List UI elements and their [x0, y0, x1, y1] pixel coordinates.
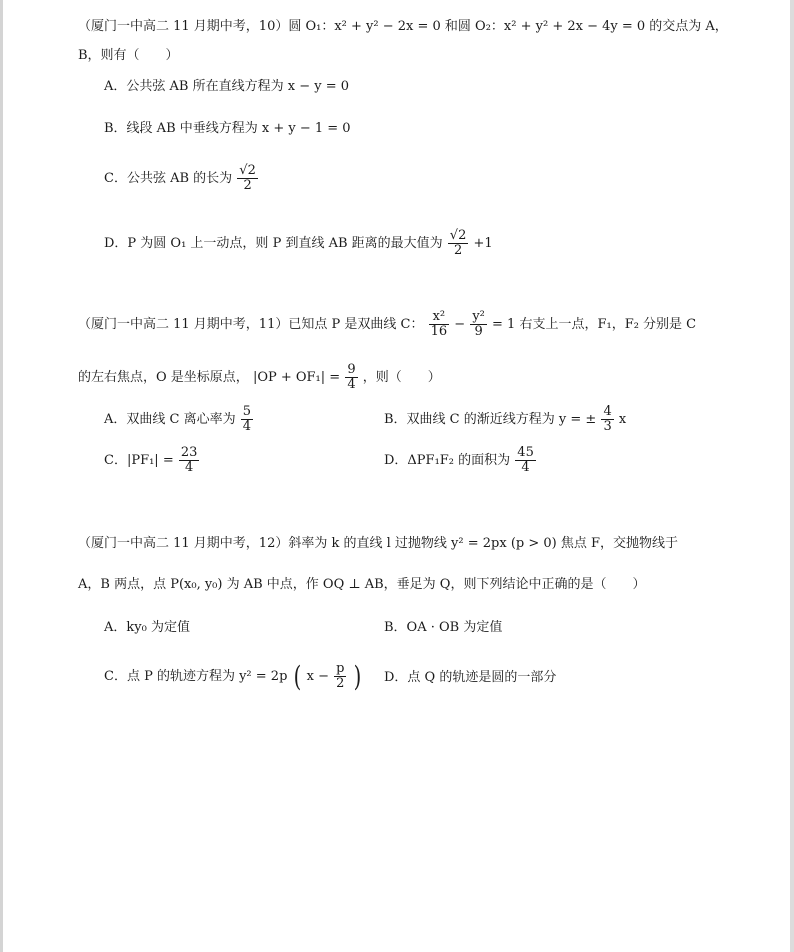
q11-b-denominator: 3 — [603, 419, 612, 434]
q12-c-numerator: p — [336, 661, 345, 676]
q11-d-numerator: 45 — [517, 445, 534, 460]
q11-option-d-text: D．ΔPF₁F₂ 的面积为 — [384, 453, 511, 468]
page-left-edge — [0, 0, 3, 952]
q12-option-c-inner: x − — [306, 669, 329, 684]
q11-option-a-text: A．双曲线 C 离心率为 — [104, 412, 236, 427]
q11-f2-numerator: y² — [472, 309, 485, 324]
q10-option-c-text: C．公共弦 AB 的长为 — [104, 171, 233, 186]
q10-c-numerator: √2 — [239, 163, 256, 178]
q11-option-b-text: B．双曲线 C 的渐近线方程为 y = ± — [384, 412, 597, 427]
q11-stem2-prefix: 的左右焦点，O 是坐标原点， — [78, 370, 249, 385]
q10-option-b: B．线段 AB 中垂线方程为 x + y − 1 = 0 — [104, 121, 351, 136]
q11-c-denominator: 4 — [184, 460, 194, 475]
q12-option-d: D．点 Q 的轨迹是圆的一部分 — [384, 670, 557, 685]
q12-stem-line1: （厦门一中高二 11 月期中考，12）斜率为 k 的直线 l 过抛物线 y² = 2px (p > 0) 焦点 F，交抛物线于 — [78, 536, 678, 551]
q12-option-b: B．OA · OB 为定值 — [384, 620, 503, 635]
q11-d-denominator: 4 — [521, 460, 530, 475]
q10-option-d-tail: +1 — [473, 236, 493, 251]
q10-option-a: A．公共弦 AB 所在直线方程为 x − y = 0 — [104, 79, 349, 94]
q10-option-d-fraction — [448, 229, 469, 258]
q11-vector-expression: |OP + OF₁| = — [252, 370, 341, 385]
q11-a-denominator: 4 — [242, 419, 252, 434]
q11-option-d — [384, 446, 537, 475]
q10-option-d-text: D．P 为圆 O₁ 上一动点，则 P 到直线 AB 距离的最大值为 — [104, 236, 443, 251]
q12-stem-line2: A，B 两点，点 P(x₀, y₀) 为 AB 中点，作 OQ ⊥ AB，垂足为 Q，则下列结论中正确的是（ ） — [78, 577, 646, 592]
q11-f1-denominator: 16 — [430, 324, 448, 339]
q10-d-denominator: 2 — [453, 243, 463, 258]
q11-stem-line1 — [78, 310, 696, 339]
q11-f2-denominator: 9 — [474, 324, 483, 339]
q11-option-c-text: C．|PF₁| = — [104, 453, 174, 468]
right-paren-glyph: ) — [353, 659, 361, 693]
q11-fraction-x — [429, 310, 450, 339]
q11-stem-prefix: （厦门一中高二 11 月期中考，11）已知点 P 是双曲线 C： — [78, 317, 424, 332]
q11-option-b-tail: x — [618, 412, 627, 427]
q12-option-a: A．ky₀ 为定值 — [104, 620, 190, 635]
q11-stem-line2 — [78, 363, 441, 392]
q11-option-b-fraction — [601, 405, 613, 434]
q12-option-c-fraction — [334, 662, 346, 691]
q11-option-b — [384, 405, 626, 434]
q11-a-numerator: 5 — [242, 404, 252, 419]
q11-option-c — [104, 446, 200, 475]
q12-option-c — [104, 659, 363, 693]
q11-f3-numerator: 9 — [347, 362, 356, 377]
q10-option-c — [104, 164, 259, 193]
q11-fraction-9-4 — [345, 363, 357, 392]
q11-option-a-fraction — [241, 405, 253, 434]
q11-f1-numerator: x² — [429, 310, 450, 325]
q10-stem-line1: （厦门一中高二 11 月期中考，10）圆 O₁：x² + y² − 2x = 0 和圆 O₂：x² + y² + 2x − 4y = 0 的交点为 A， — [78, 19, 728, 34]
q11-option-c-fraction — [179, 446, 200, 475]
q11-c-numerator: 23 — [180, 445, 198, 460]
q11-f3-denominator: 4 — [347, 377, 356, 392]
left-paren-glyph: ( — [293, 659, 301, 693]
q12-c-denominator: 2 — [336, 676, 345, 691]
q11-option-a — [104, 405, 254, 434]
q10-option-c-fraction — [237, 164, 258, 193]
q10-stem-line2: B，则有（ ） — [78, 48, 179, 63]
q11-minus: − — [454, 317, 466, 332]
q11-stem-suffix: = 1 右支上一点，F₁，F₂ 分别是 C — [492, 317, 697, 332]
q10-c-denominator: 2 — [243, 178, 252, 193]
q11-option-d-fraction — [515, 446, 536, 475]
q11-b-numerator: 4 — [603, 404, 612, 419]
q12-option-c-text: C．点 P 的轨迹方程为 y² = 2p — [104, 669, 288, 684]
q11-fraction-y — [470, 310, 487, 339]
page-right-edge — [790, 0, 794, 952]
q10-option-d — [104, 229, 493, 258]
q10-d-numerator: √2 — [449, 228, 467, 243]
q11-stem2-suffix: ，则（ ） — [362, 370, 441, 385]
